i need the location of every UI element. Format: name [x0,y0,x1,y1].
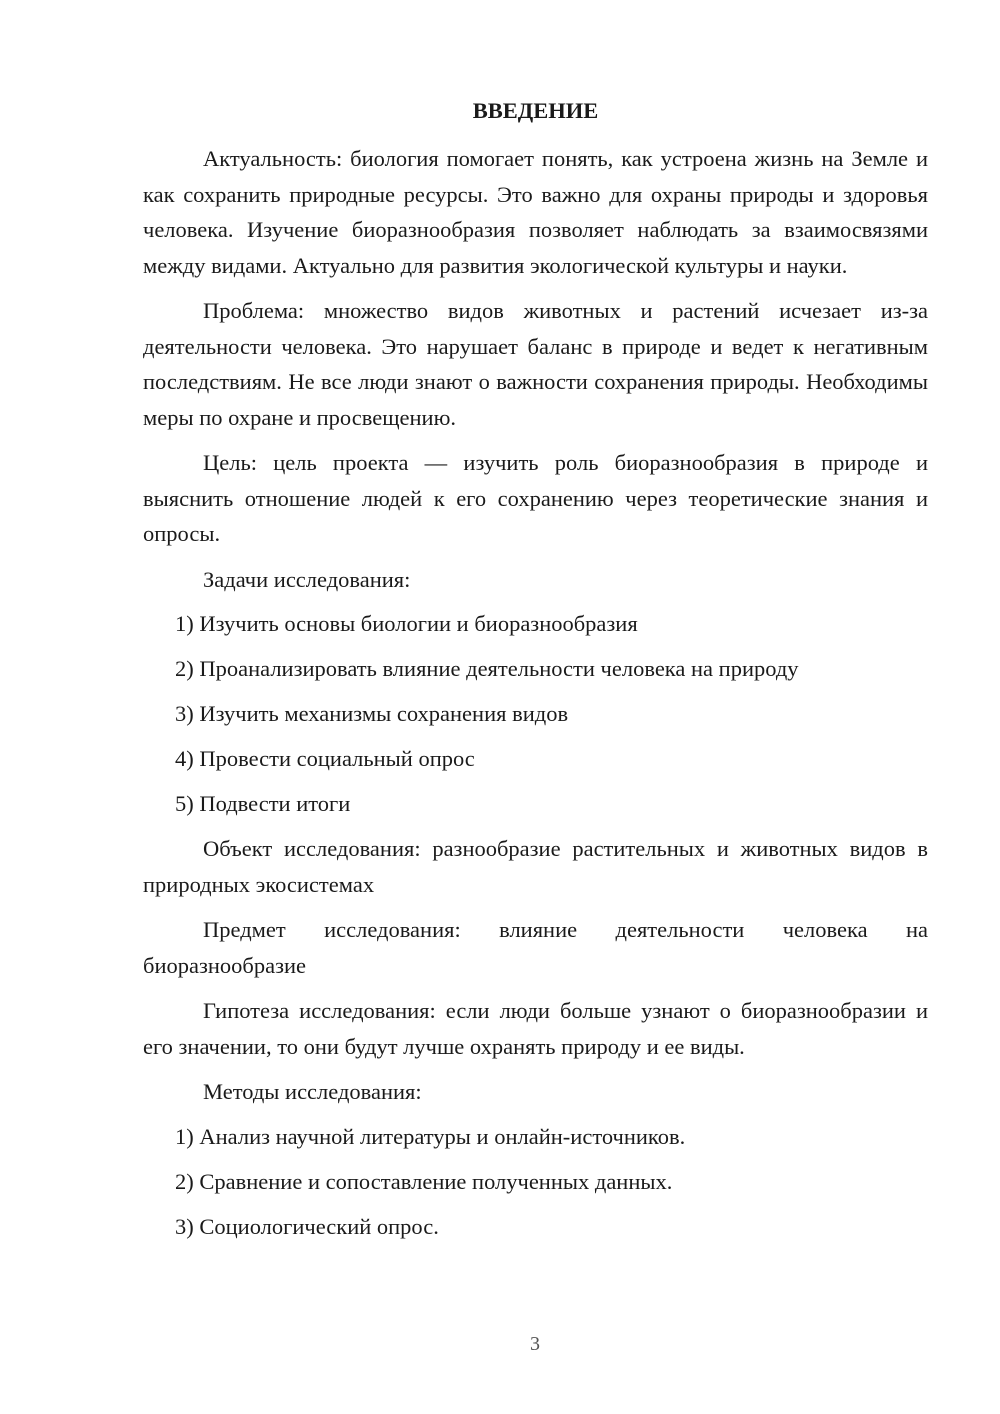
object-paragraph: Объект исследования: разнообразие растительных и животных видов в природных экосистемах [143,836,928,897]
methods-heading: Методы исследования: [203,1079,422,1104]
method-item: 1) Анализ научной литературы и онлайн-источников. [175,1123,686,1149]
task-item: 3) Изучить механизмы сохранения видов [175,701,569,726]
task-item: 2) Проанализировать влияние деятельности человека на природу [175,656,799,681]
task-item: 5) Подвести итоги [175,791,351,816]
document-page [143,94,928,1254]
subject-paragraph: Предмет исследования: влияние деятельности человека на биоразнообразие [143,917,928,978]
relevance-paragraph: Актуальность: биология помогает понять, как устроена жизнь на Земле и как сохранить природные ресурсы. Это важно для охраны природы и здоровья человека. Изучение биоразнообразия позволяет наблюдать за взаимосвязями между видами. Актуально для развития экологической культуры и науки. [143,146,928,278]
task-item: 4) Провести социальный опрос [175,746,475,771]
problem-paragraph: Проблема: множество видов животных и растений исчезает из-за деятельности человека. Это нарушает баланс в природе и ведет к негативным последствиям. Не все люди знают о важности сохранения природы. Необходимы меры по охране и просвещению. [143,298,928,430]
task-item: 1) Изучить основы биологии и биоразнообразия [175,611,638,636]
goal-paragraph: Цель: цель проекта — изучить роль биоразнообразия в природе и выяснить отношение людей к его сохранению через теоретические знания и опросы. [143,450,928,546]
method-item: 2) Сравнение и сопоставление полученных данных. [175,1168,673,1194]
tasks-heading: Задачи исследования: [203,566,411,592]
page-number: 3 [530,1333,540,1355]
hypothesis-paragraph: Гипотеза исследования: если люди больше узнают о биоразнообразии и его значении, то они будут лучше охранять природу и ее виды. [143,998,928,1059]
method-item: 3) Социологический опрос. [175,1213,439,1239]
section-title: ВВЕДЕНИЕ [472,98,599,123]
